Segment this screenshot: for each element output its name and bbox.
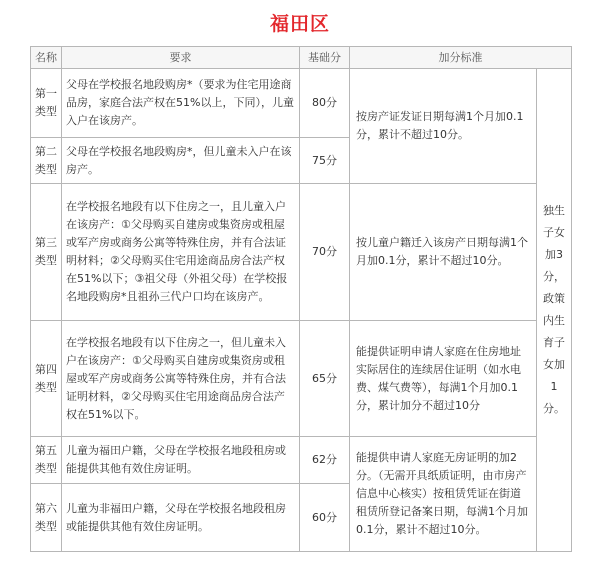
requirement-cell: 儿童为福田户籍，父母在学校报名地段租房或能提供其他有效住房证明。 [62, 437, 300, 484]
base-score-cell: 65分 [300, 321, 350, 437]
base-score-cell: 62分 [300, 437, 350, 484]
base-score-cell: 75分 [300, 138, 350, 184]
requirement-cell: 儿童为非福田户籍，父母在学校报名地段租房或能提供其他有效住房证明。 [62, 484, 300, 552]
type-name-cell: 第四类型 [31, 321, 62, 437]
table-row [31, 69, 572, 138]
bonus-standard-cell: 能提供申请人家庭无房证明的加2分。（无需开具纸质证明，由市房产信息中心核实）按租赁凭证在街道租赁所登记备案日期，每满1个月加0.1分，累计不超过10分。 [350, 437, 537, 552]
base-score-cell: 60分 [300, 484, 350, 552]
base-score-cell: 80分 [300, 69, 350, 138]
column-header-bonus-standard: 加分标准 [350, 47, 572, 69]
table-header-row [31, 47, 572, 69]
column-header-requirement: 要求 [62, 47, 300, 69]
type-name-cell: 第一类型 [31, 69, 62, 138]
type-name-cell: 第六类型 [31, 484, 62, 552]
requirement-cell: 在学校报名地段有以下住房之一，且儿童入户在该房产：①父母购买自建房或集资房或租屋或军产房或商务公寓等特殊住房，并有合法证明材料；②父母购买住宅用途商品房合法产权在51%以下；③祖父母（外祖父母）在学校报名地段购房*且祖孙三代户口均在该房产。 [62, 184, 300, 321]
page-title: 福田区 [269, 13, 330, 35]
type-name-cell: 第二类型 [31, 138, 62, 184]
requirement-cell: 父母在学校报名地段购房*，但儿童未入户在该房产。 [62, 138, 300, 184]
admission-policy-table [30, 46, 572, 552]
extra-bonus-cell: 独生子女加3分，政策内生育子女加1分。 [537, 69, 572, 552]
base-score-cell: 70分 [300, 184, 350, 321]
requirement-cell: 在学校报名地段有以下住房之一，但儿童未入户在该房产：①父母购买自建房或集资房或租屋或军产房或商务公寓等特殊住房，并有合法证明材料，②父母购买住宅用途商品房合法产权在51%以下。 [62, 321, 300, 437]
bonus-standard-cell: 按房产证发证日期每满1个月加0.1分，累计不超过10分。 [350, 69, 537, 184]
column-header-name: 名称 [31, 47, 62, 69]
table-row [31, 184, 572, 321]
table-row [31, 321, 572, 437]
bonus-standard-cell: 按儿童户籍迁入该房产日期每满1个月加0.1分，累计不超过10分。 [350, 184, 537, 321]
type-name-cell: 第三类型 [31, 184, 62, 321]
bonus-standard-cell: 能提供证明申请人家庭在住房地址实际居住的连续居住证明（如水电费、煤气费等），每满1个月加0.1分，累计加分不超过10分 [350, 321, 537, 437]
table-row [31, 437, 572, 484]
requirement-cell: 父母在学校报名地段购房*（要求为住宅用途商品房，家庭合法产权在51%以上，下同），儿童入户在该房产。 [62, 69, 300, 138]
type-name-cell: 第五类型 [31, 437, 62, 484]
column-header-base-score: 基础分 [300, 47, 350, 69]
